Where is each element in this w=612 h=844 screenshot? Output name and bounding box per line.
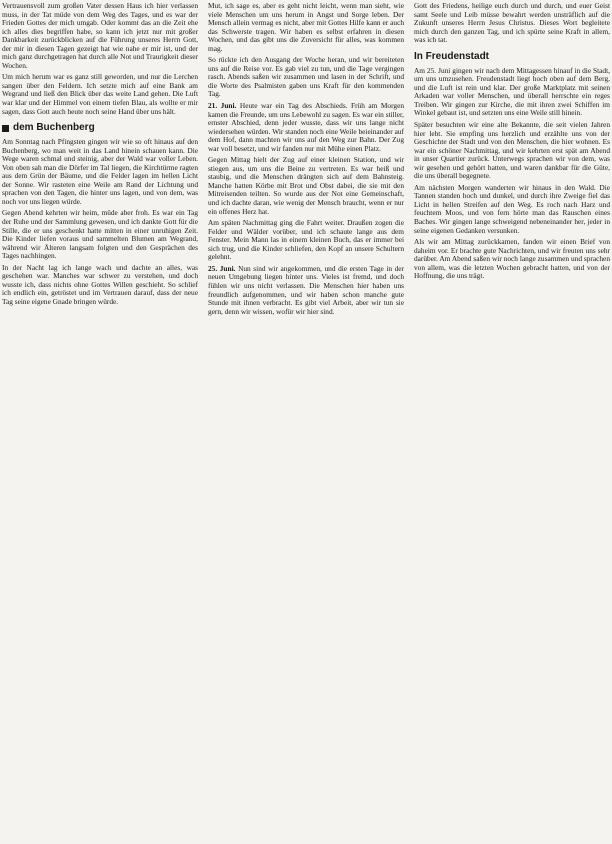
dated-paragraph: [208, 265, 404, 316]
dated-paragraph: [208, 102, 404, 153]
section-heading-text: In Freudenstadt: [414, 50, 490, 62]
paragraph: Am 25. Juni gingen wir nach dem Mittagessen hinauf in die Stadt, um uns umzusehen. Freudenstadt liegt hoch oben auf dem Berg, und die Luft ist rein und klar. Der große Marktplatz mit seinen Arkaden war voller Menschen, und überall herrschte ein reges Treiben. Wir gingen zur Kirche, die mit ihren zwei Schiffen im Winkel gebaut ist, und setzten uns eine Weile still hinein.: [414, 65, 610, 118]
section-heading: [414, 51, 610, 63]
paragraph: Als wir am Mittag zurückkamen, fanden wir einen Brief von daheim vor. Er brachte gute Nachrichten, und wir freuten uns sehr darüber. Am Abend saßen wir noch lange zusammen und sprachen von allem, was die letzten Wochen gebracht hatten, und von der Hoffnung, die uns trägt.: [414, 237, 610, 281]
paragraph: In der Nacht lag ich lange wach und dachte an alles, was geschehen war. Manches war schwer zu verstehen, und doch wusste ich, dass nichts ohne Gottes Willen geschieht. So schlief ich endlich ein, getröstet und im Vertrauen darauf, dass der neue Tag seine eigene Gnade bringen würde.: [2, 262, 198, 306]
paragraph: So rückte ich den Ausgang der Woche heran, und wir bereiteten uns auf die Reise vor. Es gab viel zu tun, und die Tage vergingen rasch. Abends saßen wir zusammen und lasen in der Schrift, und die Worte des Psalmisten gaben uns Kraft für den kommenden Tag.: [208, 55, 404, 99]
section-heading: [2, 122, 198, 134]
text-column-2: [208, 2, 404, 840]
paragraph: Gegen Mittag hielt der Zug auf einer kleinen Station, und wir stiegen aus, um uns die Beine zu vertreten. Es war heiß und staubig, und die Menschen drängten sich auf dem Bahnsteig. Manche hatten Körbe mit Brot und Obst dabei, die sie mit den Mitreisenden teilten. So wurde aus der Not eine Gemeinschaft, und ich dachte daran, wie wenig der Mensch braucht, wenn er nur ein offenes Herz hat.: [208, 155, 404, 216]
entry-date: 25. Juni.: [208, 263, 236, 273]
paragraph-text: Nun sind wir angekommen, und die ersten Tage in der neuen Umgebung liegen hinter uns. Vieles ist fremd, und doch fühlen wir uns nicht verlassen. Die Menschen hier haben uns freundlich aufgenommen, und wir haben schon manche gute Stunde mit ihnen verbracht. Es gibt viel Arbeit, aber wir tun sie gern, denn wir wissen, wofür wir hier sind.: [208, 263, 404, 316]
paragraph: Am späten Nachmittag ging die Fahrt weiter. Draußen zogen die Felder und Wälder vorüber, und ich schaute lange aus dem Fenster. Mein Mann las in einem kleinen Buch, das er immer bei sich trug, und die Kinder schliefen, den Kopf an unsere Schultern gelehnt.: [208, 218, 404, 262]
paragraph: Gegen Abend kehrten wir heim, müde aber froh. Es war ein Tag der Ruhe und der Sammlung gewesen, und ich dankte Gott für die Stille, die er uns geschenkt hatte mitten in einer unruhigen Zeit. Die Kinder liefen voraus und sammelten Blumen am Wegrand, während wir Älteren langsam folgten und den Gesprächen des Tages nachhingen.: [2, 208, 198, 261]
paragraph: Am Sonntag nach Pfingsten gingen wir wie so oft hinaus auf den Buchenberg, wo man weit in das Land hinein schauen kann. Die Wege waren schmal und steinig, aber der Wald war voller Leben. Von oben sah man die Dörfer im Tal liegen, die Kirchtürme ragten aus dem Grün der Bäume, und die Felder lagen im hellen Licht der Sonne. Wir rasteten eine Weile am Rand der Lichtung und sprachen von den Tagen, die hinter uns lagen, und von dem, was noch vor uns liegen würde.: [2, 137, 198, 206]
paragraph: Mut, ich sage es, aber es geht nicht leicht, wenn man sieht, wie viele Menschen um uns herum in Angst und Sorge leben. Der Mensch allein vermag es nicht, aber mit Gottes Hilfe kann er auch das Schwerste tragen. Wir haben es selbst erfahren in diesen Wochen, und das gibt uns die Zuversicht für alles, was kommen mag.: [208, 2, 404, 53]
paragraph: Gott des Friedens, heilige euch durch und durch, und euer Geist samt Seele und Leib müsse bewahrt werden unsträflich auf die Zukunft unseres Herrn Jesus Christus. Dieses Wort begleitete mich durch den ganzen Tag, und ich spürte seine Kraft in allem, was ich tat.: [414, 2, 610, 45]
text-column-3: [414, 2, 610, 840]
paragraph: Später besuchten wir eine alte Bekannte, die seit vielen Jahren hier lebt. Sie empfing uns herzlich und erzählte uns von der Geschichte der Stadt und von den Menschen, die hier wohnen. Es war ein schöner Nachmittag, und wir kehrten erst spät am Abend in unser Quartier zurück. Unterwegs sprachen wir von dem, was wir gesehen und gehört hatten, und waren dankbar für die Güte, die uns überall begegnete.: [414, 120, 610, 181]
entry-date: 21. Juni.: [208, 101, 237, 111]
paragraph-text: Heute war ein Tag des Abschieds. Früh am Morgen kamen die Freunde, um uns Lebewohl zu sagen. Es war ein stiller, ernster Abschied, denn jeder wusste, dass wir uns lange nicht wiedersehen würden. Wir standen noch eine Weile beieinander auf dem Hof, dann machten wir uns auf den Weg zur Bahn. Der Zug war voll besetzt, und wir fanden nur mit Mühe einen Platz.: [208, 101, 404, 153]
paragraph: Am nächsten Morgen wanderten wir hinaus in den Wald. Die Tannen standen hoch und dunkel, und durch ihre Zweige fiel das Licht in hellen Streifen auf den Weg. Es roch nach Harz und feuchtem Moos, und von fern hörte man das Rauschen eines Baches. Wir gingen lange schweigend nebeneinander her, jeder in seine eigenen Gedanken versunken.: [414, 182, 610, 235]
paragraph: Vertrauensvoll zum großen Vater dessen Haus ich hier verlassen muss, in der Tat müde von dem Weg des Tages, und es war der Frieden Gottes der mich umgab. Oder kommt das an die Zeit ehe ich alles dies begriffen habe, so kann ich jetzt nur mit großer Dankbarkeit zurückblicken auf die Führung unseres Herrn Gott, der mir in diesen Tagen gezeigt hat wie nahe er mir ist, und der mich ganz durchgetragen hat durch alle Not und Traurigkeit dieser Wochen.: [2, 2, 198, 70]
paragraph: Um mich herum war es ganz still geworden, und nur die Lerchen sangen über den Feldern. Ich setzte mich auf eine Bank am Wegrand und ließ den Blick über das weite Land gehen. Die Luft war klar und der Himmel von einem tiefen Blau, als wollte er mir sagen, dass Gott auch heute noch seine Hand über uns hält.: [2, 72, 198, 116]
section-heading-text: dem Buchenberg: [13, 122, 95, 134]
square-bullet-icon: [2, 125, 9, 132]
text-column-1: [2, 2, 198, 840]
